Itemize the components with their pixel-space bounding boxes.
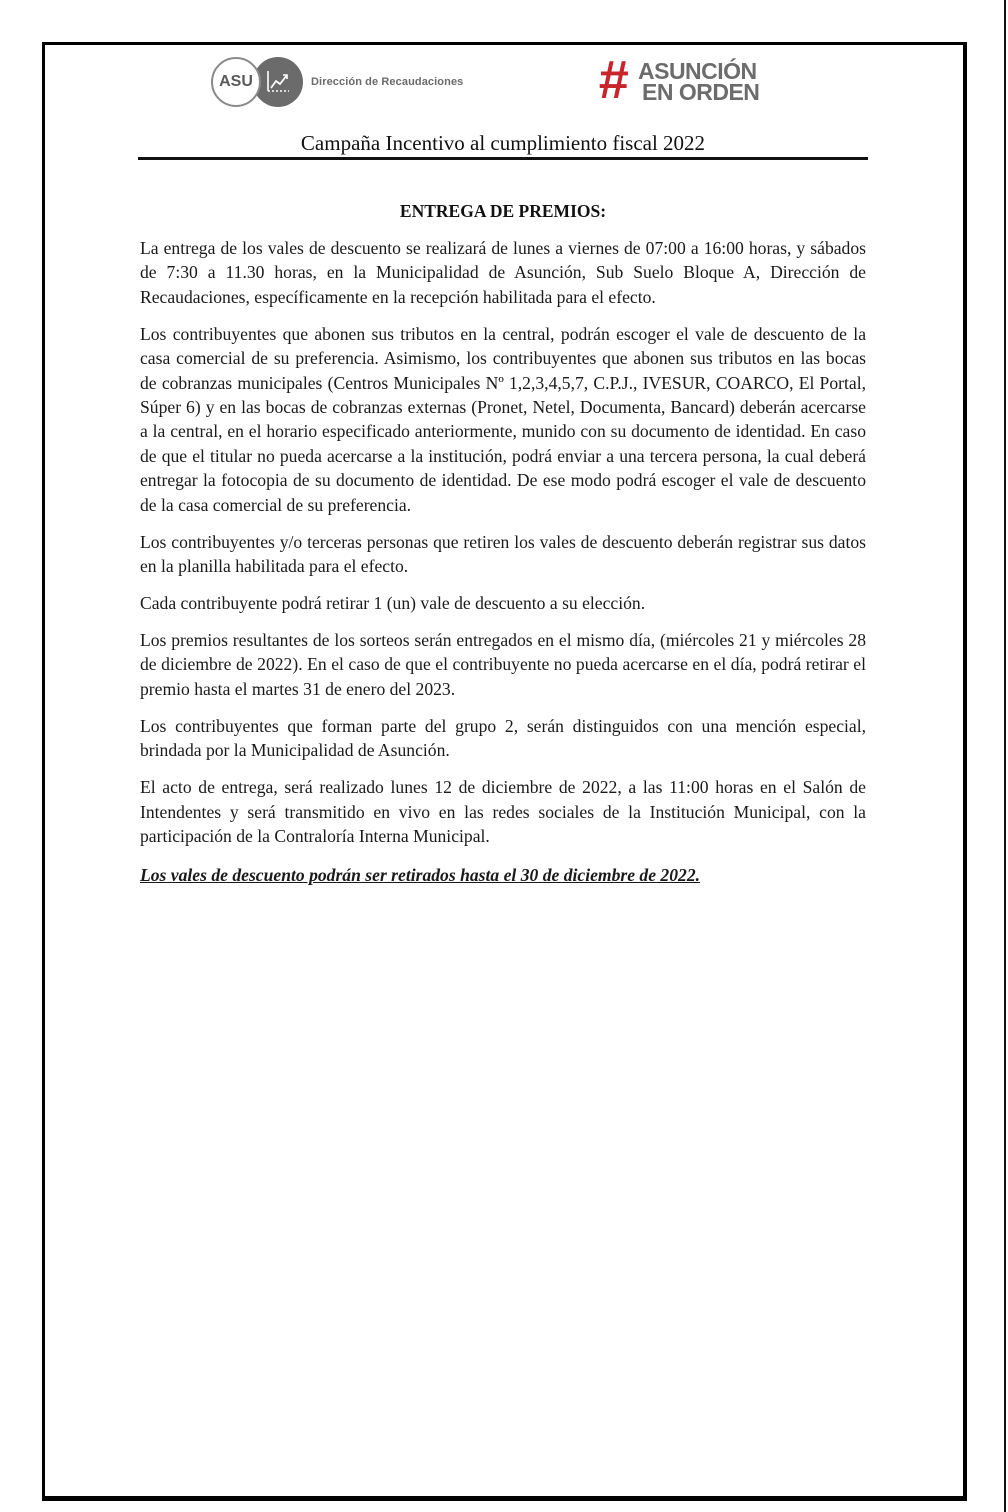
paragraph-payment-locations: Los contribuyentes que abonen sus tributos en la central, podrán escoger el vale de descuento de la casa comercial de su preferencia. Asimismo, los contribuyentes que abonen sus tributos en las bocas de cobranzas municipales (Centros Municipales Nº 1,2,3,4,5,7, C.P.J., IVESUR, COARCO, El Portal, Súper 6) y en las bocas de cobranzas externas (Pronet, Netel, Documenta, Bancard) deberán acercarse a la central, en el horario especificado anteriormente, munido con su documento de identidad. En caso de que el titular no pueda acercarse a la institución, podrá enviar a una tercera persona, la cual deberá entregar la fotocopia de su documento de identidad. De ese modo podrá escoger el vale de descuento de la casa comercial de su preferencia. bbox=[140, 323, 866, 515]
paragraph-raffle-prizes: Los premios resultantes de los sorteos serán entregados en el mismo día, (miércoles 21 y miércoles 28 de diciembre de 2022). En el caso de que el contribuyente no pueda acercarse en el día, podrá retirar el premio hasta el martes 31 de enero del 2023. bbox=[140, 630, 866, 699]
paragraph-voucher-limit: Cada contribuyente podrá retirar 1 (un) vale de descuento a su elección. bbox=[140, 593, 646, 614]
title-rule bbox=[138, 157, 868, 160]
section-heading: ENTREGA DE PREMIOS: bbox=[399, 201, 607, 221]
asuncion-en-orden-logo bbox=[598, 50, 784, 110]
closing-note: Los vales de descuento podrán ser retirados hasta el 30 de diciembre de 2022. bbox=[140, 864, 701, 885]
paragraph-group-2: Los contribuyentes que forman parte del grupo 2, serán distinguidos con una mención especial, brindada por la Municipalidad de Asunción. bbox=[140, 715, 866, 761]
campaign-logo-line1: ASUNCIÓN bbox=[638, 58, 757, 84]
scan-edge-line bbox=[1004, 0, 1006, 1512]
chart-trend-icon bbox=[265, 69, 291, 95]
hashtag-mark: # bbox=[598, 50, 629, 110]
asu-logo-text: ASU bbox=[211, 57, 261, 107]
document-title: Campaña Incentivo al cumplimiento fiscal 2022 bbox=[300, 131, 706, 155]
paragraph-registration: Los contribuyentes y/o terceras personas que retiren los vales de descuento deberán registrar sus datos en la planilla habilitada para el efecto. bbox=[140, 531, 866, 577]
document-body bbox=[140, 236, 866, 900]
asu-logo-subtitle: Dirección de Recaudaciones bbox=[311, 76, 464, 88]
campaign-logo-line2: EN ORDEN bbox=[642, 79, 760, 105]
asu-logo bbox=[211, 57, 307, 109]
paragraph-delivery-schedule: La entrega de los vales de descuento se realizará de lunes a viernes de 07:00 a 16:00 horas, y sábados de 7:30 a 11.30 horas, en la Municipalidad de Asunción, Sub Suelo Bloque A, Dirección de Recaudaciones, específicamente en la recepción habilitada para el efecto. bbox=[140, 238, 866, 307]
paragraph-ceremony: El acto de entrega, será realizado lunes 12 de diciembre de 2022, a las 11:00 horas en el Salón de Intendentes y será transmitido en vivo en las redes sociales de la Institución Municipal, con la participación de la Contraloría Interna Municipal. bbox=[140, 777, 866, 847]
